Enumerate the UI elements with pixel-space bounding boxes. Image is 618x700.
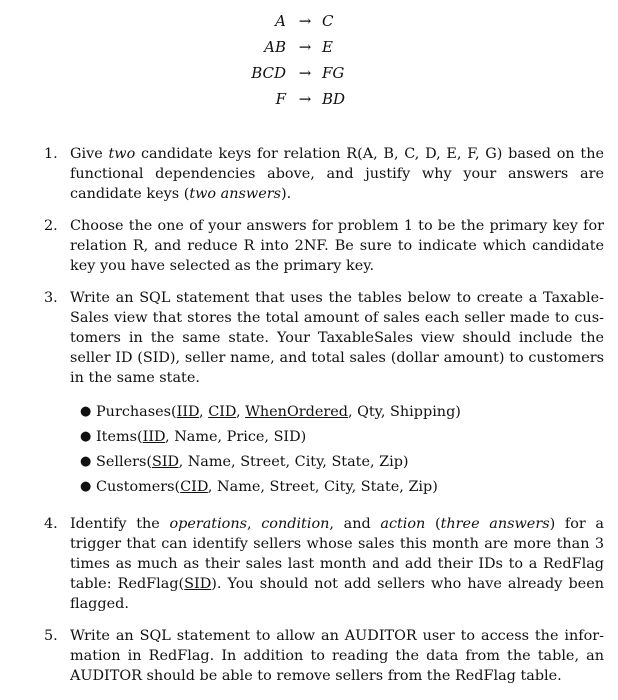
bullet-icon: ●: [80, 454, 92, 469]
bullet-icon: ●: [80, 429, 92, 444]
dependency-rhs: E: [322, 38, 333, 56]
schema-customers: ● Customers(CID, Name, Street, City, State, Zip): [80, 479, 438, 495]
problem-text: Choose the one of your answers for problem 1 to be the primary key for relation R, and reduce R into 2NF. Be sure to indicate which candidate key you have selected as the primary key.: [70, 218, 604, 274]
arrow-icon: →: [298, 64, 312, 82]
problem-text: Write an SQL statement to allow an AUDITOR user to access the infor-mation in RedFlag. In addition to reading the data from the table, an AUDITOR should be able to remove sellers from the RedFlag table.: [70, 628, 604, 684]
problem-text: Identify the operations, condition, and action (three answers) for a trigger that can identify sellers whose sales this month are more than 3 times as much as their sales last month and add their IDs to a RedFlag table: RedFlag(SID). You should not add sellers who have already been flagged.: [70, 516, 604, 612]
problem-text: Write an SQL statement that uses the tables below to create a Taxable-Sales view that stores the total amount of sales each seller made to cus-tomers in the same state. Your TaxableSales view should include the seller ID (SID), seller name, and total sales (dollar amount) to customers in the same state.: [70, 290, 604, 386]
problem-number: 5.: [44, 628, 58, 644]
problem-1: [44, 144, 604, 204]
dependency-rhs: BD: [322, 90, 346, 108]
bullet-icon: ●: [80, 479, 92, 494]
dependency-lhs: F: [275, 90, 286, 108]
dependency-1: [0, 8, 618, 34]
functional-dependencies: [0, 8, 618, 112]
bullet-icon: ●: [80, 404, 92, 419]
schema-sellers: ● Sellers(SID, Name, Street, City, State, Zip): [80, 454, 409, 470]
arrow-icon: →: [298, 38, 312, 56]
problem-number: 2.: [44, 218, 58, 234]
table-schema-list: [70, 402, 604, 497]
dependency-lhs: AB: [264, 38, 286, 56]
problem-4: [44, 514, 604, 614]
dependency-4: [0, 86, 618, 112]
dependency-rhs: FG: [322, 64, 345, 82]
dependency-2: [0, 34, 618, 60]
problem-text: Give two candidate keys for relation R(A, B, C, D, E, F, G) based on the functional dependencies above, and justify why your answers are candidate keys (two answers).: [70, 146, 604, 202]
problem-number: 3.: [44, 290, 58, 306]
problem-list: [44, 144, 604, 698]
problem-number: 1.: [44, 146, 58, 162]
schema-purchases: ● Purchases(IID, CID, WhenOrdered, Qty, Shipping): [80, 404, 461, 420]
dependency-lhs: BCD: [251, 64, 286, 82]
problem-5: [44, 626, 604, 686]
problem-body: [70, 288, 604, 502]
problem-number: 4.: [44, 516, 58, 532]
dependency-lhs: A: [275, 12, 286, 30]
schema-items: ● Items(IID, Name, Price, SID): [80, 429, 307, 445]
dependency-rhs: C: [322, 12, 334, 30]
arrow-icon: →: [298, 12, 312, 30]
problem-3: [44, 288, 604, 502]
problem-2: [44, 216, 604, 276]
arrow-icon: →: [298, 90, 312, 108]
dependency-3: [0, 60, 618, 86]
